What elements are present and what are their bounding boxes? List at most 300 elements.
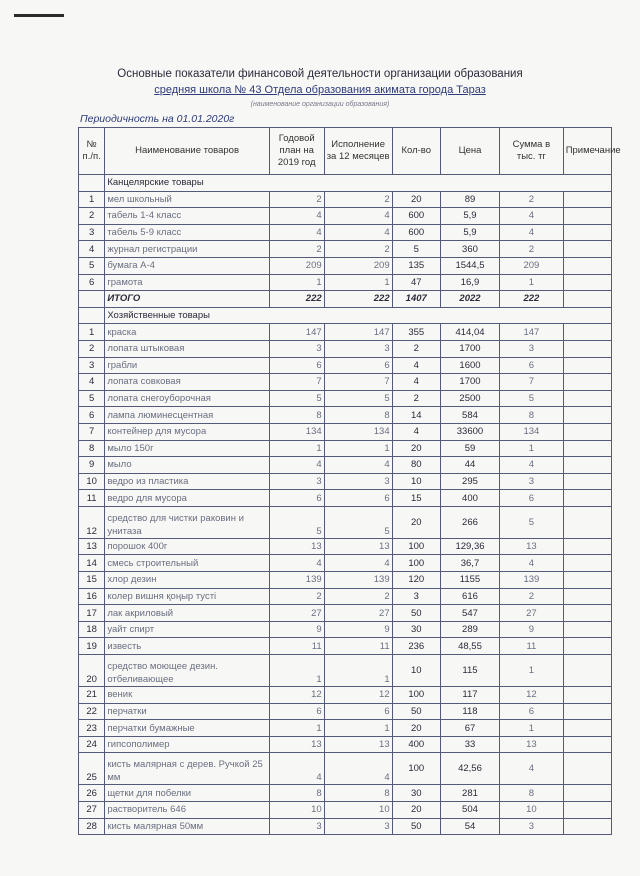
execution-value: 8 [324,785,392,802]
table-row [79,457,612,474]
table-row [79,538,612,555]
execution-value: 13 [324,736,392,753]
annual-plan-value: 147 [269,324,324,341]
note-value [563,208,611,225]
execution-value: 4 [324,555,392,572]
execution-value: 5 [324,390,392,407]
row-number: 22 [79,703,105,720]
total-note [563,291,611,308]
item-name: веник [105,687,270,704]
item-name: табель 1-4 класс [105,208,270,225]
price-value: 48,55 [440,638,499,655]
sum-value: 4 [500,224,564,241]
price-value: 360 [440,241,499,258]
quantity-value: 120 [392,572,440,589]
sum-value: 2 [500,588,564,605]
sum-value: 2 [500,241,564,258]
execution-value: 2 [324,241,392,258]
execution-value: 1 [324,720,392,737]
annual-plan-value: 1 [269,655,324,687]
financial-table [78,127,621,835]
row-number: 2 [79,208,105,225]
row-number: 27 [79,802,105,819]
annual-plan-value: 4 [269,753,324,785]
execution-value: 8 [324,407,392,424]
item-name: известь [105,638,270,655]
note-value [563,224,611,241]
execution-value: 6 [324,357,392,374]
note-value [563,703,611,720]
annual-plan-value: 1 [269,440,324,457]
quantity-value: 100 [392,555,440,572]
quantity-value: 50 [392,703,440,720]
note-value [563,655,611,687]
price-value: 616 [440,588,499,605]
execution-value: 6 [324,490,392,507]
row-number: 16 [79,588,105,605]
sum-value: 6 [500,357,564,374]
annual-plan-value: 209 [269,257,324,274]
header-item-name: Наименование товаров [105,128,270,175]
note-value [563,638,611,655]
period-label: Периодичность на 01.01.2020г [80,113,235,125]
annual-plan-value: 7 [269,374,324,391]
total-row [79,291,612,308]
quantity-value: 600 [392,208,440,225]
item-name: лопата снегоуборочная [105,390,270,407]
annual-plan-value: 3 [269,340,324,357]
item-name: кисть малярная 50мм [105,818,270,835]
execution-value: 3 [324,818,392,835]
sum-value: 5 [500,390,564,407]
quantity-value: 15 [392,490,440,507]
sum-value: 10 [500,802,564,819]
quantity-value: 20 [392,506,440,538]
note-value [563,324,611,341]
item-name: лопата штыковая [105,340,270,357]
table-row [79,440,612,457]
table-row [79,208,612,225]
row-number: 26 [79,785,105,802]
sum-value: 6 [500,703,564,720]
price-value: 414,04 [440,324,499,341]
section-header-row [79,307,612,324]
quantity-value: 2 [392,390,440,407]
note-value [563,407,611,424]
price-value: 281 [440,785,499,802]
item-name: кисть малярная с дерев. Ручкой 25 мм [105,753,270,785]
item-name: табель 5-9 класс [105,224,270,241]
row-number: 13 [79,538,105,555]
quantity-value: 4 [392,357,440,374]
header-row [79,128,612,175]
price-value: 1155 [440,572,499,589]
annual-plan-value: 134 [269,423,324,440]
sum-value: 3 [500,818,564,835]
table-row [79,390,612,407]
item-name: растворитель 646 [105,802,270,819]
note-value [563,588,611,605]
annual-plan-value: 13 [269,538,324,555]
item-name: ведро из пластика [105,473,270,490]
row-number: 20 [79,655,105,687]
quantity-value: 50 [392,818,440,835]
item-name: щетки для побелки [105,785,270,802]
sum-value: 4 [500,208,564,225]
row-number: 11 [79,490,105,507]
row-number: 15 [79,572,105,589]
row-number: 9 [79,457,105,474]
row-number: 3 [79,357,105,374]
item-name: мыло [105,457,270,474]
item-name: перчатки бумажные [105,720,270,737]
annual-plan-value: 2 [269,241,324,258]
price-value: 584 [440,407,499,424]
item-name: грамота [105,274,270,291]
header-execution: Исполнение за 12 месяцев [324,128,392,175]
item-name: гипсополимер [105,736,270,753]
table-row [79,703,612,720]
execution-value: 1 [324,655,392,687]
table-row [79,506,612,538]
quantity-value: 20 [392,802,440,819]
quantity-value: 30 [392,621,440,638]
price-value: 266 [440,506,499,538]
sum-value: 3 [500,340,564,357]
item-name: мел школьный [105,191,270,208]
table-row [79,191,612,208]
sum-value: 4 [500,457,564,474]
sum-value: 6 [500,490,564,507]
item-name: бумага А-4 [105,257,270,274]
sum-value: 11 [500,638,564,655]
quantity-value: 100 [392,538,440,555]
row-number: 28 [79,818,105,835]
row-number: 25 [79,753,105,785]
table-row [79,588,612,605]
price-value: 59 [440,440,499,457]
item-name: журнал регистрации [105,241,270,258]
note-value [563,720,611,737]
table-row [79,621,612,638]
row-number: 6 [79,274,105,291]
item-name: перчатки [105,703,270,720]
table-row [79,374,612,391]
quantity-value: 2 [392,340,440,357]
table-row [79,785,612,802]
total-execution: 222 [324,291,392,308]
note-value [563,191,611,208]
row-number: 14 [79,555,105,572]
section-title: Канцелярские товары [105,175,612,192]
note-value [563,390,611,407]
note-value [563,357,611,374]
report-title: Основные показатели финансовой деятельности организации образования [117,68,523,80]
row-number: 1 [79,324,105,341]
item-name: смесь строительный [105,555,270,572]
execution-value: 2 [324,588,392,605]
total-price: 2022 [440,291,499,308]
annual-plan-value: 6 [269,357,324,374]
row-number: 5 [79,257,105,274]
quantity-value: 30 [392,785,440,802]
quantity-value: 14 [392,407,440,424]
item-name: колер вишня қоңыр тусті [105,588,270,605]
annual-plan-value: 27 [269,605,324,622]
note-value [563,490,611,507]
sum-value: 134 [500,423,564,440]
row-number: 4 [79,241,105,258]
quantity-value: 100 [392,753,440,785]
table-row [79,407,612,424]
price-value: 44 [440,457,499,474]
annual-plan-value: 4 [269,224,324,241]
table-row [79,340,612,357]
table-body [79,175,612,835]
price-value: 1700 [440,374,499,391]
header-quantity: Кол-во [392,128,440,175]
note-value [563,605,611,622]
quantity-value: 20 [392,191,440,208]
organization-caption: (наименование организации образования) [250,101,390,108]
execution-value: 1 [324,440,392,457]
quantity-value: 20 [392,440,440,457]
price-value: 117 [440,687,499,704]
sum-value: 4 [500,555,564,572]
header-sum: Сумма в тыс. тг [500,128,564,175]
table-row [79,638,612,655]
quantity-value: 4 [392,423,440,440]
execution-value: 2 [324,191,392,208]
organization-name: средняя школа № 43 Отдела образования акимата города Тараз [154,84,486,96]
sum-value: 8 [500,407,564,424]
annual-plan-value: 139 [269,572,324,589]
price-value: 118 [440,703,499,720]
execution-value: 6 [324,703,392,720]
note-value [563,340,611,357]
quantity-value: 4 [392,374,440,391]
execution-value: 7 [324,374,392,391]
note-value [563,538,611,555]
execution-value: 4 [324,208,392,225]
item-name: лак акриловый [105,605,270,622]
note-value [563,555,611,572]
execution-value: 4 [324,753,392,785]
execution-value: 3 [324,473,392,490]
sum-value: 12 [500,687,564,704]
table-row [79,241,612,258]
sum-value: 2 [500,191,564,208]
annual-plan-value: 4 [269,208,324,225]
note-value [563,440,611,457]
section-header-row [79,175,612,192]
section-number-cell [79,307,105,324]
sum-value: 1 [500,274,564,291]
execution-value: 209 [324,257,392,274]
quantity-value: 236 [392,638,440,655]
note-value [563,818,611,835]
row-number: 23 [79,720,105,737]
quantity-value: 10 [392,655,440,687]
table-row [79,720,612,737]
item-name: грабли [105,357,270,374]
quantity-value: 355 [392,324,440,341]
execution-value: 134 [324,423,392,440]
quantity-value: 10 [392,473,440,490]
quantity-value: 3 [392,588,440,605]
annual-plan-value: 3 [269,473,324,490]
annual-plan-value: 4 [269,457,324,474]
annual-plan-value: 6 [269,490,324,507]
annual-plan-value: 1 [269,720,324,737]
sum-value: 1 [500,720,564,737]
item-name: контейнер для мусора [105,423,270,440]
price-value: 2500 [440,390,499,407]
total-label: ИТОГО [105,291,270,308]
sum-value: 5 [500,506,564,538]
table-row [79,257,612,274]
quantity-value: 135 [392,257,440,274]
header-note: Примечание [563,128,611,175]
quantity-value: 20 [392,720,440,737]
annual-plan-value: 4 [269,555,324,572]
item-name: средство для чистки раковин и унитаза [105,506,270,538]
section-title: Хозяйственные товары [105,307,612,324]
annual-plan-value: 13 [269,736,324,753]
quantity-value: 50 [392,605,440,622]
section-number-cell [79,175,105,192]
price-value: 115 [440,655,499,687]
sum-value: 1 [500,440,564,457]
annual-plan-value: 8 [269,407,324,424]
note-value [563,241,611,258]
row-number: 3 [79,224,105,241]
execution-value: 4 [324,457,392,474]
row-number: 8 [79,440,105,457]
note-value [563,621,611,638]
item-name: краска [105,324,270,341]
table-row [79,490,612,507]
item-name: ведро для мусора [105,490,270,507]
price-value: 5,9 [440,208,499,225]
execution-value: 27 [324,605,392,622]
row-number: 19 [79,638,105,655]
execution-value: 4 [324,224,392,241]
row-number: 6 [79,407,105,424]
price-value: 67 [440,720,499,737]
total-plan: 222 [269,291,324,308]
annual-plan-value: 6 [269,703,324,720]
price-value: 1600 [440,357,499,374]
execution-value: 1 [324,274,392,291]
quantity-value: 47 [392,274,440,291]
price-value: 33 [440,736,499,753]
execution-value: 12 [324,687,392,704]
row-number: 12 [79,506,105,538]
total-quantity: 1407 [392,291,440,308]
price-value: 54 [440,818,499,835]
total-number-cell [79,291,105,308]
execution-value: 139 [324,572,392,589]
note-value [563,473,611,490]
sum-value: 139 [500,572,564,589]
annual-plan-value: 1 [269,274,324,291]
sum-value: 27 [500,605,564,622]
sum-value: 147 [500,324,564,341]
note-value [563,274,611,291]
row-number: 5 [79,390,105,407]
note-value [563,687,611,704]
item-name: мыло 150г [105,440,270,457]
annual-plan-value: 12 [269,687,324,704]
table-row [79,687,612,704]
item-name: лампа люминесцентная [105,407,270,424]
price-value: 16,9 [440,274,499,291]
table-row [79,324,612,341]
table-row [79,555,612,572]
sum-value: 209 [500,257,564,274]
price-value: 89 [440,191,499,208]
annual-plan-value: 8 [269,785,324,802]
price-value: 289 [440,621,499,638]
price-value: 36,7 [440,555,499,572]
table-row [79,753,612,785]
annual-plan-value: 9 [269,621,324,638]
annual-plan-value: 10 [269,802,324,819]
item-name: уайт спирт [105,621,270,638]
note-value [563,785,611,802]
item-name: хлор дезин [105,572,270,589]
item-name: лопата совковая [105,374,270,391]
quantity-value: 5 [392,241,440,258]
price-value: 295 [440,473,499,490]
header-price: Цена [440,128,499,175]
item-name: порошок 400г [105,538,270,555]
sum-value: 7 [500,374,564,391]
row-number: 1 [79,191,105,208]
execution-value: 13 [324,538,392,555]
note-value [563,423,611,440]
price-value: 5,9 [440,224,499,241]
price-value: 1544,5 [440,257,499,274]
header-annual-plan: Годовой план на 2019 год [269,128,324,175]
row-number: 2 [79,340,105,357]
note-value [563,736,611,753]
row-number: 4 [79,374,105,391]
quantity-value: 100 [392,687,440,704]
execution-value: 147 [324,324,392,341]
note-value [563,374,611,391]
table-row [79,605,612,622]
execution-value: 9 [324,621,392,638]
table-row [79,473,612,490]
row-number: 17 [79,605,105,622]
price-value: 547 [440,605,499,622]
price-value: 400 [440,490,499,507]
sum-value: 13 [500,538,564,555]
annual-plan-value: 11 [269,638,324,655]
item-name: средство моющее дезин. отбеливающее [105,655,270,687]
sum-value: 4 [500,753,564,785]
execution-value: 10 [324,802,392,819]
table-row [79,655,612,687]
note-value [563,572,611,589]
row-number: 7 [79,423,105,440]
sum-value: 13 [500,736,564,753]
sum-value: 1 [500,655,564,687]
execution-value: 5 [324,506,392,538]
note-value [563,753,611,785]
